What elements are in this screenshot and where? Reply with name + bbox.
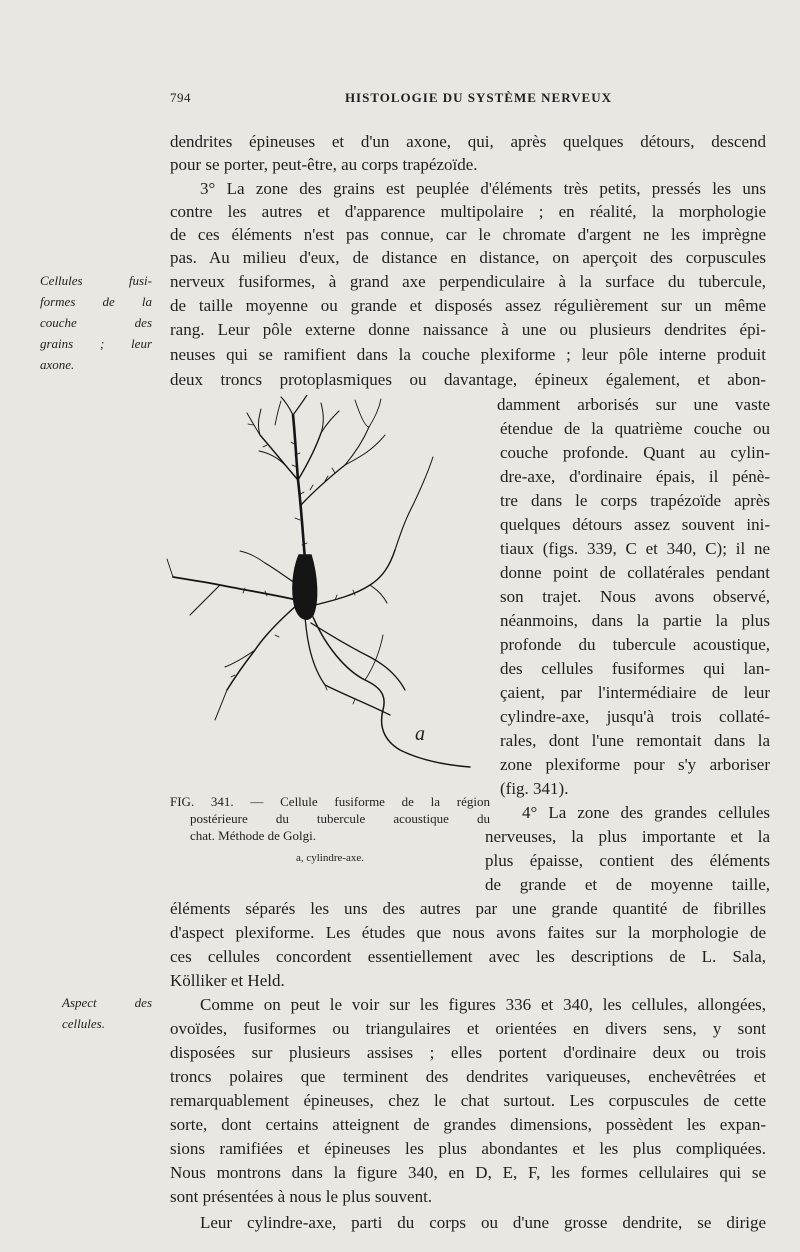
text-line: remarquablement épineuses, chez le chat surtout. Les corpuscules de cette	[170, 1091, 766, 1110]
text-line: éléments séparés les uns des autres par une grande quantité de fibrilles	[170, 899, 766, 918]
text-line: son trajet. Nous avons observé,	[500, 587, 770, 606]
text-line: deux troncs protoplasmiques ou davantage, épineux également, et abon-	[170, 370, 766, 389]
text-line: dre-axe, d'ordinaire épais, il pénè-	[500, 467, 770, 486]
text-line: disposées sur plusieurs assises ; elles portent d'ordinaire deux ou trois	[170, 1043, 766, 1062]
text-line: nerveuses, la plus importante et la	[485, 827, 770, 846]
figure-341-neuron-drawing	[165, 395, 475, 785]
text-line: Kölliker et Held.	[170, 971, 285, 990]
text-line: damment arborisés sur une vaste	[497, 395, 770, 414]
figure-legend: a, cylindre-axe.	[295, 852, 365, 864]
axon-label: a	[415, 723, 425, 745]
text-line: sorte, dont certains atteignent de grandes dimensions, possèdent les expan-	[170, 1115, 766, 1134]
text-line: ovoïdes, fusiformes ou triangulaires et orientées en divers sens, y sont	[170, 1019, 766, 1038]
text-line: plus épaisse, contient des éléments	[485, 851, 770, 870]
text-line: pas. Au milieu d'eux, de distance en distance, on aperçoit des corpuscules	[170, 248, 766, 267]
text-line: donne point de collatérales pendant	[500, 563, 770, 582]
text-line-grandes-cellules: 4° La zone des grandes cellules	[522, 803, 770, 822]
text-line: profonde du tubercule acoustique,	[500, 635, 770, 654]
text-line: cylindre-axe, jusqu'à trois collaté-	[500, 707, 770, 726]
text-line: Nous montrons dans la figure 340, en D, E, F, les formes cellulaires qui se	[170, 1163, 766, 1182]
caption-line: postérieure du tubercule acoustique du	[190, 811, 490, 826]
text-line: des cellules fusiformes qui lan-	[500, 659, 770, 678]
text-line: pour se porter, peut-être, au corps trapézoïde.	[170, 155, 478, 174]
text-line: tre dans le corps trapézoïde après	[500, 491, 770, 510]
text-line: dendrites épineuses et d'un axone, qui, après quelques détours, descend	[170, 132, 766, 151]
text-line: troncs polaires que terminent des dendrites variqueuses, enchevêtrées et	[170, 1067, 766, 1086]
caption-line: FIG. 341. — Cellule fusiforme de la région	[170, 794, 490, 809]
margin-note-cell-aspect: Aspect des cellules.	[62, 995, 152, 1031]
text-line: çaient, par l'intermédiaire de leur	[500, 683, 770, 702]
text-line: Comme on peut le voir sur les figures 336 et 340, les cellules, allongées,	[200, 995, 766, 1014]
text-line: rales, dont l'une remontait dans la	[500, 731, 770, 750]
text-line: sions ramifiées et épineuses les plus abondantes et les plus compliquées.	[170, 1139, 766, 1158]
text-line: quelques détours assez souvent ini-	[500, 515, 770, 534]
caption-line: chat. Méthode de Golgi.	[190, 828, 316, 843]
text-line: tiaux (figs. 339, C et 340, C); il ne	[500, 539, 770, 558]
text-line: rang. Leur pôle externe donne naissance à une ou plusieurs dendrites épi-	[170, 320, 766, 339]
text-line: de ces éléments n'est pas connue, car le chromate d'argent ne les imprègne	[170, 225, 766, 244]
text-line: nerveux fusiformes, à grand axe perpendiculaire à la surface du tubercule,	[170, 272, 766, 291]
text-line: de grande et de moyenne taille,	[485, 875, 770, 894]
text-line-zone-grains: 3° La zone des grains est peuplée d'éléments très petits, pressés les uns	[200, 179, 766, 198]
running-title: HISTOLOGIE DU SYSTÈME NERVEUX	[344, 90, 612, 105]
figure-caption	[170, 793, 490, 867]
margin-note-fusiform-cells: Cellules fusi- formes de la couche des grains ; leur axone.	[40, 273, 152, 372]
text-line: neuses qui se ramifient dans la couche plexiforme ; leur pôle interne produit	[170, 345, 766, 364]
text-line: contre les autres et d'apparence multipolaire ; en réalité, la morphologie	[170, 202, 766, 221]
text-line: d'aspect plexiforme. Les études que nous avons faites sur la morphologie de	[170, 923, 766, 942]
text-line: zone plexiforme pour s'y arboriser	[500, 755, 770, 774]
page-header	[170, 90, 612, 110]
text-line: (fig. 341).	[500, 779, 569, 798]
text-line: de taille moyenne ou grande et disposés assez régulièrement sur un même	[170, 296, 766, 315]
text-line: étendue de la quatrième couche ou	[500, 419, 770, 438]
text-line: ces cellules concordent essentiellement avec les descriptions de L. Sala,	[170, 947, 766, 966]
text-line: Leur cylindre-axe, parti du corps ou d'une grosse dendrite, se dirige	[200, 1213, 766, 1232]
text-line: couche profonde. Quant au cylin-	[500, 443, 770, 462]
text-line: néanmoins, dans la partie la plus	[500, 611, 770, 630]
page-number: 794	[170, 90, 191, 105]
text-line: sont présentées à nous le plus souvent.	[170, 1187, 433, 1206]
